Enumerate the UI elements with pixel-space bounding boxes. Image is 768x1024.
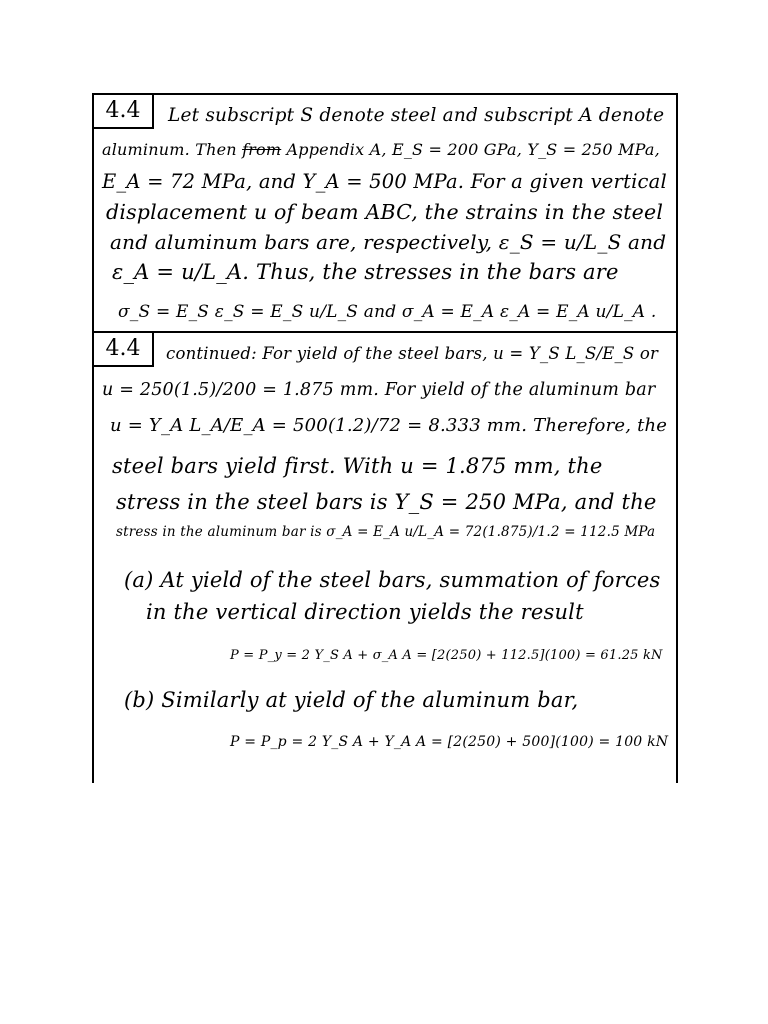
handwritten-line: u = Y_A L_A/E_A = 500(1.2)/72 = 8.333 mm. Therefore, the xyxy=(110,415,668,436)
problem-number-tag: 4.4 xyxy=(94,95,154,129)
problem-number-tag: 4.4 xyxy=(94,333,154,367)
handwritten-line: ε_A = u/L_A. Thus, the stresses in the bars are xyxy=(112,260,619,284)
stress-equation: σ_S = E_S ε_S = E_S u/L_S and σ_A = E_A ε_A = E_A u/L_A . xyxy=(118,302,657,322)
handwritten-line: in the vertical direction yields the result xyxy=(146,600,584,624)
handwritten-line: stress in the aluminum bar is σ_A = E_A u/L_A = 72(1.875)/1.2 = 112.5 MPa xyxy=(116,524,656,540)
handwritten-line: u = 250(1.5)/200 = 1.875 mm. For yield of the aluminum bar xyxy=(102,380,656,400)
handwritten-line: steel bars yield first. With u = 1.875 mm, the xyxy=(112,454,603,478)
yield-load-equation: P = P_y = 2 Y_S A + σ_A A = [2(250) + 112.5](100) = 61.25 kN xyxy=(230,648,663,663)
handwritten-line: Let subscript S denote steel and subscript A denote xyxy=(168,105,665,126)
struck-out-text: from xyxy=(242,140,282,159)
solution-panel-part-2 xyxy=(92,331,678,783)
part-a-heading: (a) At yield of the steel bars, summation of forces xyxy=(124,568,661,592)
part-b-heading: (b) Similarly at yield of the aluminum bar, xyxy=(124,688,579,712)
handwritten-line: aluminum. Then from Appendix A, E_S = 200 GPa, Y_S = 250 MPa, xyxy=(102,140,660,159)
handwritten-line: continued: For yield of the steel bars, u = Y_S L_S/E_S or xyxy=(166,344,659,363)
handwritten-line: and aluminum bars are, respectively, ε_S = u/L_S and xyxy=(110,230,667,254)
solution-panel-part-1 xyxy=(92,93,678,332)
handwritten-line: displacement u of beam ABC, the strains in the steel xyxy=(106,200,664,224)
handwritten-line: stress in the steel bars is Y_S = 250 MPa, and the xyxy=(116,490,657,514)
handwritten-line: E_A = 72 MPa, and Y_A = 500 MPa. For a given vertical xyxy=(102,170,667,193)
plastic-load-equation: P = P_p = 2 Y_S A + Y_A A = [2(250) + 500](100) = 100 kN xyxy=(230,734,669,750)
